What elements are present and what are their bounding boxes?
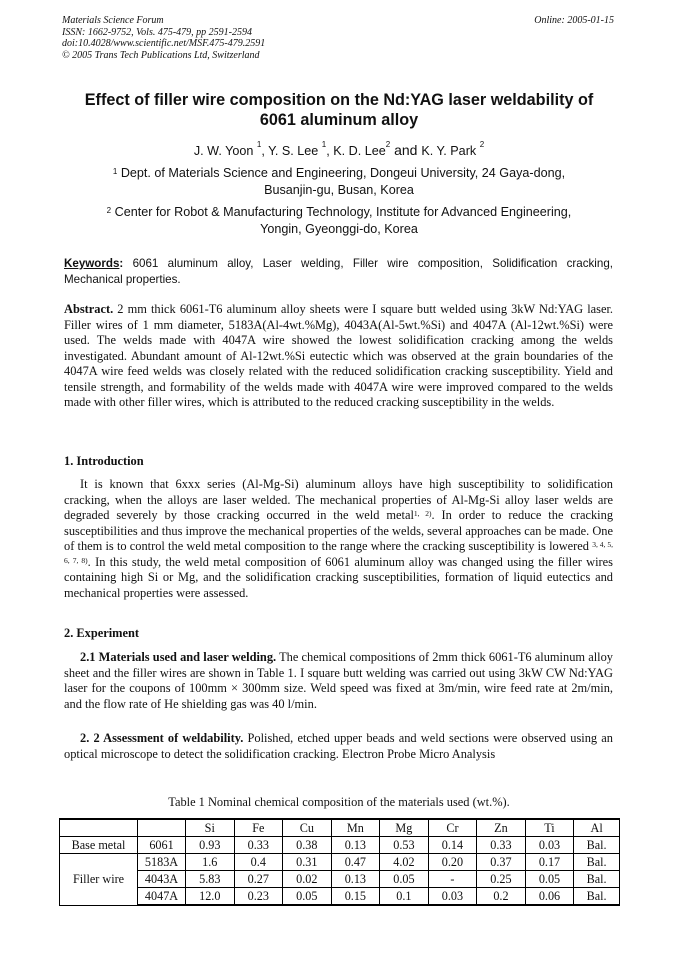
subsection-assessment-title: 2. 2 Assessment of weldability. (80, 731, 244, 745)
citation-1: 1, 2) (413, 509, 432, 518)
author-1: J. W. Yoon (193, 144, 254, 158)
table-row (60, 854, 620, 871)
column-header: Al (574, 819, 620, 837)
keywords-label: Keywords (64, 257, 120, 270)
keywords-colon: : (119, 257, 124, 270)
affiliation-2-line-2: Yongin, Gyeonggi-do, Korea (260, 222, 418, 236)
subsection-materials-title: 2.1 Materials used and laser welding. (80, 650, 277, 664)
affiliation-1 (70, 165, 608, 199)
row-group-filler-wire: Filler wire (60, 854, 138, 906)
title-line-2: 6061 aluminum alloy (259, 111, 419, 129)
author-4-affil: 2 (479, 140, 485, 149)
table-cell: Bal. (574, 888, 620, 906)
column-header: Mg (380, 819, 429, 837)
table-cell: Bal. (574, 837, 620, 854)
affiliation-1-mark: 1 (112, 167, 118, 176)
column-header: Cr (428, 819, 477, 837)
online-date: Online: 2005-01-15 (534, 15, 614, 26)
table-row (60, 888, 620, 906)
table-cell: 0.05 (525, 871, 574, 888)
row-name: 5183A (138, 854, 186, 871)
section-heading-introduction: 1. Introduction (64, 454, 144, 468)
table-cell: 0.27 (234, 871, 283, 888)
column-header: Si (186, 819, 235, 837)
row-group-base-metal: Base metal (60, 837, 138, 854)
table-cell: Bal. (574, 871, 620, 888)
author-3: , K. D. Lee (326, 144, 386, 158)
table-cell: 1.6 (186, 854, 235, 871)
affiliation-1-line-2: Busanjin-gu, Busan, Korea (264, 183, 414, 197)
table-cell: 0.1 (380, 888, 429, 906)
author-3-affil: 2 (385, 140, 391, 149)
table-cell: 0.31 (283, 854, 332, 871)
journal-name: Materials Science Forum (62, 15, 164, 26)
table-cell: 0.05 (283, 888, 332, 906)
composition-table (59, 818, 620, 906)
table-cell: 0.53 (380, 837, 429, 854)
intro-text-1: It is known that 6xxx series (Al-Mg-Si) aluminum alloys have high susceptibility to solidification cracking, when the alloys are laser welded. The mechanical properties of Al-Mg-Si alloy laser welds are degraded severely by those cracking occurred in the weld metal (64, 477, 613, 522)
table-cell: 0.13 (331, 837, 380, 854)
table-cell: 0.4 (234, 854, 283, 871)
table-cell: 0.17 (525, 854, 574, 871)
intro-text-3: . In this study, the weld metal composition of 6061 aluminum alloy was changed using the filler wires containing high Si or Mg, and the solidification cracking susceptibilities, formation of liquid eutectics and mechanical properties were assessed. (64, 554, 613, 600)
table-cell: 4.02 (380, 854, 429, 871)
table-cell: 0.05 (380, 871, 429, 888)
table-cell: 0.33 (234, 837, 283, 854)
subsection-materials-text: The chemical compositions of 2mm thick 6061-T6 aluminum alloy sheet and the filler wires are shown in Table 1. I square butt welding was carried out using 3kW CW Nd:YAG laser for the coupons of 100mm × 300mm size. Weld speed was fixed at 3m/min, wire feed rate at 2m/min, and the flow rate of He shielding gas was 40 l/min. (64, 650, 613, 711)
abstract-label: Abstract. (64, 302, 114, 316)
table-cell: 5.83 (186, 871, 235, 888)
citation-2: 3, 4, 5, 6, 7, 8) (64, 540, 614, 565)
abstract (64, 302, 613, 411)
author-1-affil: 1 (256, 140, 262, 149)
table-cell: 0.03 (428, 888, 477, 906)
table-row (60, 837, 620, 854)
table-corner-cell (60, 819, 138, 837)
author-2: , Y. S. Lee (261, 144, 319, 158)
table-cell: 0.37 (477, 854, 526, 871)
table-cell: 12.0 (186, 888, 235, 906)
table-cell: 0.13 (331, 871, 380, 888)
table-cell: 0.15 (331, 888, 380, 906)
table-cell: - (428, 871, 477, 888)
row-name: 6061 (138, 837, 186, 854)
subsection-materials (64, 650, 613, 712)
table-cell: 0.06 (525, 888, 574, 906)
journal-header (62, 15, 265, 61)
table-cell: 0.23 (234, 888, 283, 906)
column-header: Mn (331, 819, 380, 837)
row-name: 4047A (138, 888, 186, 906)
author-4: K. Y. Park (421, 144, 477, 158)
author-list (40, 142, 638, 158)
table-row (60, 871, 620, 888)
table-cell: Bal. (574, 854, 620, 871)
table-caption: Table 1 Nominal chemical composition of the materials used (wt.%). (168, 795, 510, 809)
issn-line: ISSN: 1662-9752, Vols. 475-479, pp 2591-2594 (62, 26, 252, 38)
subsection-assessment-text: Polished, etched upper beads and weld sections were observed using an optical microscope to detect the solidification cracking. Electron Probe Micro Analysis (64, 731, 613, 761)
table-cell: 0.93 (186, 837, 235, 854)
column-header: Fe (234, 819, 283, 837)
affiliation-2-mark: 2 (106, 206, 112, 215)
abstract-text: 2 mm thick 6061-T6 aluminum alloy sheets were I square butt welded using 3kW Nd:YAG laser. Filler wires of 1 mm diameter, 5183A(Al-4wt.%Mg), 4043A(Al-5wt.%Si) and 4047A (Al-12wt.%Si) were used. The welds made with 4047A wire showed the lowest solidification cracking among the welds investigated. Abundant amount of Al-12wt.%Si eutectic which was observed at the grain boundaries of the 4047A wire feed welds was closely related with the reduced solidification cracking susceptibility. Yield and tensile strength, and formability of the welds made with 4047A wire were improved compared to the welds made with other filler wires, which is attributed to the reduced cracking susceptibility in the welds. (64, 302, 613, 409)
table-corner-cell (138, 819, 186, 837)
subsection-assessment (64, 731, 613, 762)
table-cell: 0.20 (428, 854, 477, 871)
table-cell: 0.38 (283, 837, 332, 854)
section-heading-experiment: 2. Experiment (64, 626, 140, 640)
doi-line: doi:10.4028/www.scientific.net/MSF.475-479.2591 (62, 38, 266, 49)
affiliation-1-line-1: Dept. of Materials Science and Engineering, Dongeui University, 24 Gaya-dong, (117, 166, 566, 180)
affiliation-2-line-1: Center for Robot & Manufacturing Technology, Institute for Advanced Engineering, (111, 205, 572, 219)
paper-title (40, 90, 638, 130)
table-cell: 0.2 (477, 888, 526, 906)
table-cell: 0.47 (331, 854, 380, 871)
table-cell: 0.14 (428, 837, 477, 854)
intro-text-2: . In order to reduce the cracking susceptibilities and thus improve the mechanical properties of the welds, several approaches can be made. One of them is to control the weld metal composition to the range where the cracking susceptibility is lowered (64, 508, 614, 553)
table-cell: 0.25 (477, 871, 526, 888)
column-header: Ti (525, 819, 574, 837)
column-header: Cu (283, 819, 332, 837)
author-2-affil: 1 (321, 140, 327, 149)
table-cell: 0.33 (477, 837, 526, 854)
table-header-row (60, 819, 620, 837)
table-cell: 0.02 (283, 871, 332, 888)
table-cell: 0.03 (525, 837, 574, 854)
row-name: 4043A (138, 871, 186, 888)
author-and: and (390, 142, 422, 158)
column-header: Zn (477, 819, 526, 837)
keywords-text: 6061 aluminum alloy, Laser welding, Filler wire composition, Solidification cracking, Mechanical properties. (64, 257, 613, 286)
keywords (64, 256, 613, 287)
affiliation-2 (70, 204, 608, 238)
title-line-1: Effect of filler wire composition on the Nd:YAG laser weldability of (84, 91, 594, 109)
copyright-line: © 2005 Trans Tech Publications Ltd, Switzerland (62, 49, 260, 61)
introduction-paragraph (64, 477, 613, 601)
